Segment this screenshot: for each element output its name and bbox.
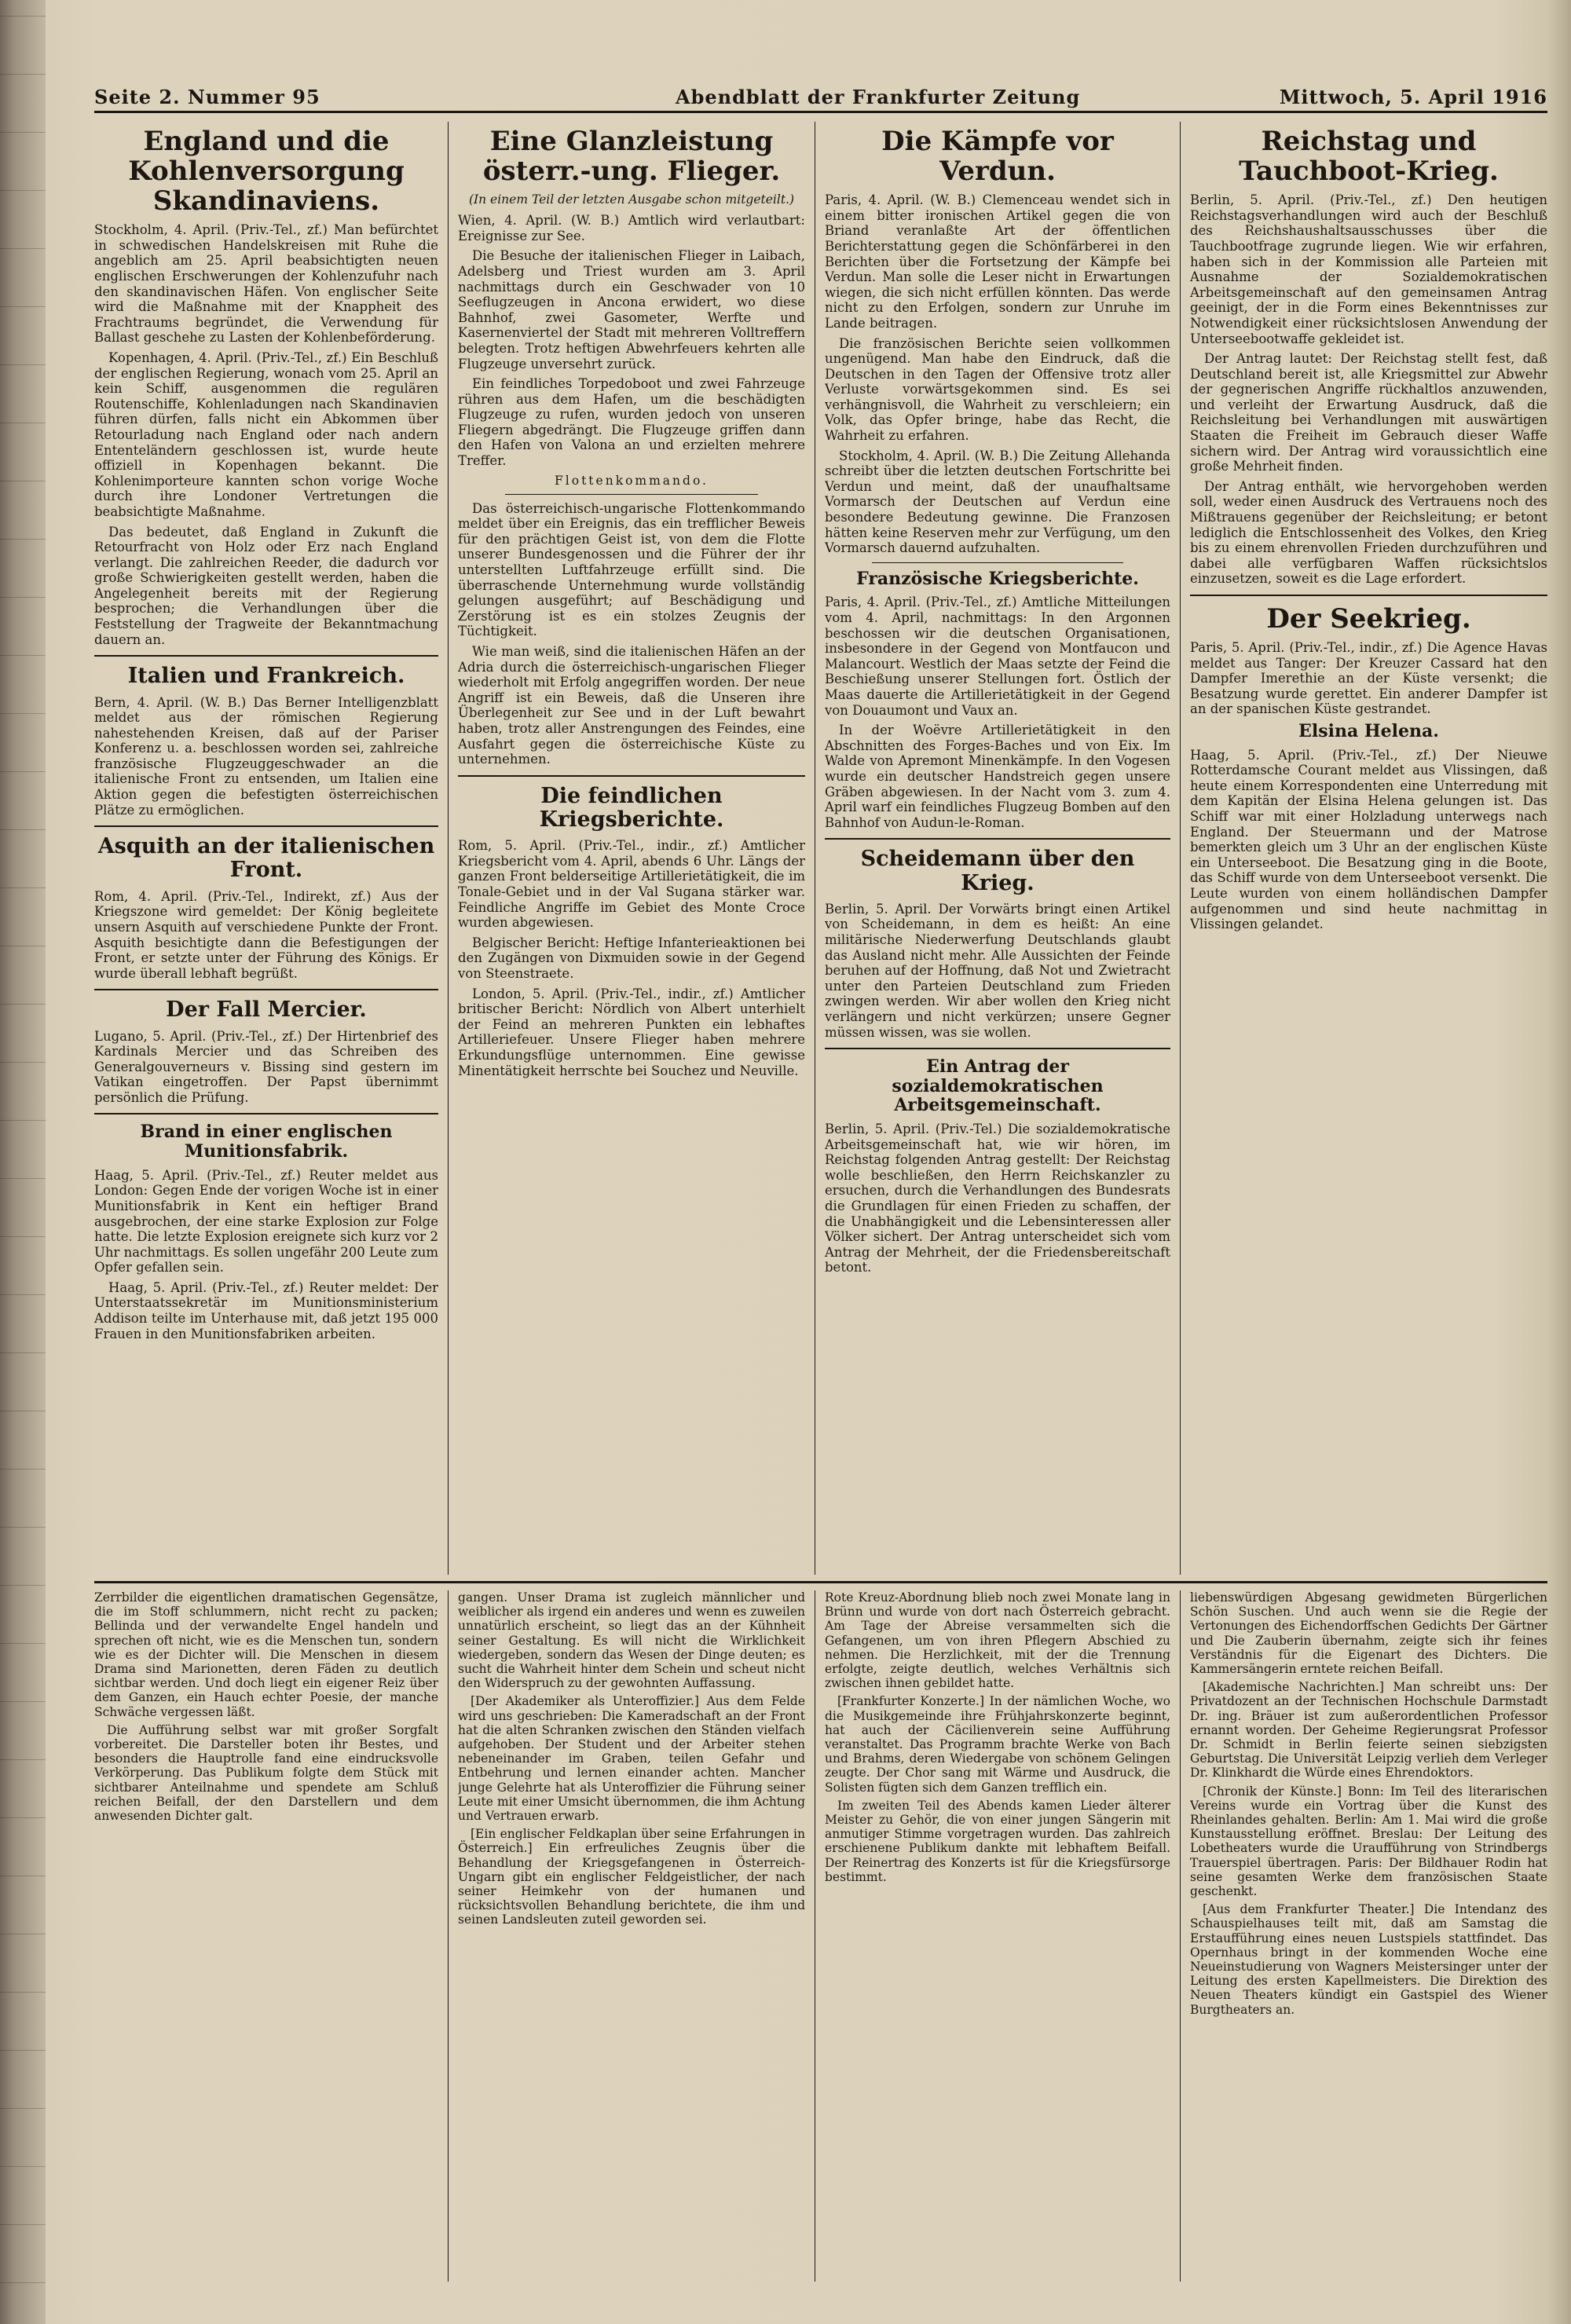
article-paragraph: Rom, 4. April. (Priv.-Tel., Indirekt, zf.) Aus der Kriegszone wird gemeldet: Der König begleitete unsern Asquith auf verschiedene Punkte der Front. Asquith besichtigte dann die Befestigungen der Front, er setzte unter der Führung des Königs. Er wurde überall lebhaft begrüßt. [94,888,438,981]
feuilleton-column-4 [1190,1590,1547,2282]
article-paragraph: Belgischer Bericht: Heftige Infanterieaktionen bei den Zugängen von Dixmuiden sowie in der Gegend von Steenstraete. [458,935,805,981]
article-paragraph: Rom, 5. April. (Priv.-Tel., indir., zf.) Amtlicher Kriegsbericht vom 4. April, abends 6 Uhr. Längs der ganzen Front belderseitige Artillerietätigkeit, die im Tonale-Gebiet und in der Val Sugana stärker war. Feindliche Angriffe im Gebiet des Monte Croce wurden abgewiesen. [458,838,805,931]
feuilleton-paragraph: liebenswürdigen Abgesang gewidmeten Bürgerlichen Schön Suschen. Und auch wenn sie die Regie der Vertonungen des Eichendorffschen Gedichts Der Gärtner und Die Zauberin übernahm, zeigte sich ihr feines Verständnis für die Eigenart des Dichters. Die Kammersängerin erntete reichen Beifall. [1190,1590,1547,1677]
binding-scanline [0,655,46,656]
column-rule [1180,1590,1181,2282]
headline-seekrieg: Der Seekrieg. [1266,603,1471,635]
section-divider [825,838,1170,840]
headline-reichstag-tauchboot: Reichstag und Tauchboot-Krieg. [1239,126,1499,188]
binding-scanline [0,2050,46,2051]
binding-scanline [0,713,46,714]
binding-scanline [0,364,46,365]
headline-feindliche-kriegsberichte: Die feindlichen Kriegsberichte. [539,783,724,832]
section-divider [825,1048,1170,1049]
binding-scanline [0,539,46,540]
binding-scanline [0,829,46,830]
column-rule [448,1590,449,2282]
binding-scanline [0,2224,46,2225]
binding-scanline [0,1992,46,1993]
headline-scheidemann: Scheidemann über den Krieg. [860,847,1135,895]
section-divider [94,655,438,657]
binding-scanline [0,771,46,772]
section-divider [94,825,438,827]
masthead-date: Mittwoch, 5. April 1916 [1279,86,1547,108]
binding-scanline [0,1759,46,1760]
feuilleton-paragraph: Rote Kreuz-Abordnung blieb noch zwei Monate lang in Brünn und wurde von dort nach Österreich gebracht. Am Tage der Abreise versammelten sich die Gefangenen, um von ihren Pflegern Abschied zu nehmen. Die Herzlichkeit, mit der die Trennung erfolgte, zeigte deutlich, welches Verhältnis sich zwischen ihnen gebildet hatte. [825,1590,1170,1691]
article-paragraph: Das bedeutet, daß England in Zukunft die Retourfracht von Holz oder Erz nach England verlangt. Die zahlreichen Reeder, die dadurch vor große Schwierigkeiten gestellt werden, haben die Angelegenheit bereits mit der Regierung besprochen; die Verhandlungen über die Feststellung der Tragweite der Bekanntmachung dauern an. [94,524,438,647]
column-rule [1180,122,1181,1575]
article-paragraph: In der Woëvre Artillerietätigkeit in den Abschnitten des Forges-Baches und von Eix. Im Walde von Apremont Minenkämpfe. In den Vogesen wurde ein deutscher Handstreich gegen unsere Gräben abgewiesen. In der Nacht vom 3. zum 4. April warf ein feindliches Flugzeug Bomben auf den Bahnhof von Audun-le-Roman. [825,723,1170,830]
article-paragraph: Die französischen Berichte seien vollkommen ungenügend. Man habe den Eindruck, daß die Deutschen in den Tagen der Offensive trotz aller Verluste vorwärtsgekommen sind. Es sei verhängnisvoll, die Wahrheit zu verschleiern; ein Volk, das Opfer bringe, habe das Recht, die Wahrheit zu erfahren. [825,335,1170,444]
masthead-rule [94,111,1547,113]
section-divider [1190,595,1547,596]
headline-asquith: Asquith an der italienischen Front. [97,834,435,883]
masthead [94,82,1547,114]
article-paragraph: Die Besuche der italienischen Flieger in Laibach, Adelsberg und Triest wurden am 3. April nachmittags durch ein Geschwader von 10 Seeflugzeugen in Ancona erwidert, wo diese Bahnhof, zwei Gasometer, Werfte und Kasernenviertel der Stadt mit mehreren Volltreffern belegten. Trotz heftigen Abwehrfeuers kehrten alle Flugzeuge unversehrt zurück. [458,248,805,371]
binding-scanline [0,1004,46,1005]
article-paragraph: Kopenhagen, 4. April. (Priv.-Tel., zf.) Ein Beschluß der englischen Regierung, wonach vom 25. April an kein Schiff, ausgenommen die regulären Routenschiffe, Kohlenladungen nach Skandinavien führen dürfen, falls nicht ein Abkommen über Retourladung nach England oder nach andern Ententeländern geschlossen ist, wurde heute offiziell in Kopenhagen bekannt. Die Kohlenimporteure kannten schon vorige Woche durch ihre Londoner Vertretungen die beabsichtigte Maßnahme. [94,350,438,519]
binding-scanline [0,2166,46,2167]
binding-scanline [0,1294,46,1295]
article-paragraph: Paris, 4. April. (Priv.-Tel., zf.) Amtliche Mitteilungen vom 4. April, nachmittags: In den Argonnen beschossen wir die deutschen Organisationen, insbesondere in der Gegend von Montfaucon und Malancourt. Westlich der Maas setzte der Feind die Beschießung unserer Stellungen fort. Östlich der Maas dauerte die Artillerietätigkeit in der Gegend von Douaumont und Vaux an. [825,595,1170,718]
article-paragraph: Stockholm, 4. April. (Priv.-Tel., zf.) Man befürchtet in schwedischen Handelskreisen mit Ruhe die angeblich am 25. April beabsichtigten neuen englischen Erschwerungen der Kohlenzufuhr nach den skandinavischen Häfen. Von englischer Seite wird die Maßnahme mit der Knappheit des Frachtraums begründet, die Verwendung für Ballast geschehe zu Lasten der Kohlenbeförderung. [94,222,438,346]
article-paragraph: Lugano, 5. April. (Priv.-Tel., zf.) Der Hirtenbrief des Kardinals Mercier und das Schreiben des Generalgouverneurs v. Bissing sind gestern im Vatikan eingetroffen. Der Papst übernimmt persönlich die Prüfung. [94,1028,438,1105]
article-paragraph: Das österreichisch-ungarische Flottenkommando meldet über ein Ereignis, das ein trefflicher Beweis für den prächtigen Geist ist, von dem die Flotte unserer Bundesgenossen und die Führer der ihr unterstellten Luftfahrzeuge erfüllt sind. Die überraschende Unternehmung wurde vollständig gelungen ausgeführt; auf Beschädigung und Zerstörung ist es ein stolzes Zeugnis der Tüchtigkeit. [458,500,805,639]
section-divider [458,775,805,777]
binding-scanline [0,1178,46,1179]
article-paragraph: Bern, 4. April. (W. B.) Das Berner Intelligenzblatt meldet aus der römischen Regierung nahestehenden Kreisen, daß auf der Pariser Konferenz u. a. beschlossen worden sei, zahlreiche französische Flugzeuggeschwader an die italienische Front zu entsenden, um Italien eine Aktion gegen die befestigten österreichischen Plätze zu ermöglichen. [94,694,438,818]
article-paragraph: Haag, 5. April. (Priv.-Tel., zf.) Reuter meldet aus London: Gegen Ende der vorigen Woche ist in einer Munitionsfabrik in Kent ein heftiger Brand ausgebrochen, der eine starke Explosion zur Folge hatte. Die letzte Explosion ereignete sich kurz vor 2 Uhr nachmittags. Es sollen ungefähr 200 Leute zum Opfer gefallen sein. [94,1167,438,1275]
feuilleton-rule [94,1581,1547,1583]
masthead-title: Abendblatt der Frankfurter Zeitung [676,86,1081,108]
article-signature: Flottenkommando. [555,473,709,488]
binding-scanline [0,132,46,133]
article-paragraph: Der Antrag lautet: Der Reichstag stellt fest, daß Deutschland bereit ist, alle Kriegsmittel zur Abwehr der gegnerischen Angriffe rückhaltlos anzuwenden, und verleiht der Erwartung Ausdruck, daß die Reichsleitung bei Verhandlungen mit auswärtigen Staaten die Freiheit im Gebrauch dieser Waffe sichern wird. Der Antrag wird voraussichtlich eine große Mehrheit finden. [1190,351,1547,474]
headline-kaempfe-verdun: Die Kämpfe vor Verdun. [881,126,1114,188]
article-paragraph: London, 5. April. (Priv.-Tel., indir., zf.) Amtlicher britischer Bericht: Nördlich von Albert unterhielt der Feind an mehreren Punkten ein lebhaftes Artilleriefeuer. Unsere Flieger haben mehrere Erkundungsflüge unternommen. Eine gewisse Minentätigkeit herrschte bei Souchez und Neuville. [458,986,805,1078]
column-4 [1190,122,1547,1575]
section-divider [505,494,758,495]
masthead-page-number: Seite 2. Nummer 95 [94,86,320,108]
article-paragraph: Paris, 5. April. (Priv.-Tel., indir., zf.) Die Agence Havas meldet aus Tanger: Der Kreuzer Cassard hat den Dampfer Imerethie an der Küste versenkt; die Besatzung wurde gerettet. Ein anderer Dampfer ist an der spanischen Küste gestrandet. [1190,640,1547,717]
feuilleton-column-1 [94,1590,438,2282]
article-paragraph: Ein feindliches Torpedoboot und zwei Fahrzeuge rühren aus dem Hafen, um die beschädigten Flugzeuge zu rufen, wurden jedoch von unseren Fliegern abgedrängt. Die Flugzeuge griffen dann den Hafen von Valona an und erzielten mehrere Treffer. [458,376,805,469]
headline-antrag-arbeitsgemeinschaft: Ein Antrag der sozialdemokratischen Arbeitsgemeinschaft. [892,1056,1104,1116]
binding-scanline [0,1236,46,1237]
feuilleton-paragraph: [Akademische Nachrichten.] Man schreibt uns: Der Privatdozent an der Technischen Hochschule Darmstadt Dr. ing. Bräuer ist zum außerordentlichen Professor ernannt worden. Der Geheime Regierungsrat Professor Dr. Schmidt in Berlin feierte seinen siebzigsten Geburtstag. Die Universität Leipzig verlieh dem Verleger Dr. Klinkhardt die Würde eines Ehrendoktors. [1190,1680,1547,1781]
feuilleton-column-2 [458,1590,805,2282]
binding-scanline [0,2108,46,2109]
article-paragraph: Berlin, 5. April. (Priv.-Tel.) Die sozialdemokratische Arbeitsgemeinschaft hat, wie wir hören, im Reichstag folgenden Antrag gestellt: Der Reichstag wolle beschließen, den Herrn Reichskanzler zu ersuchen, durch die Verhandlungen des Bundesrats die Grundlagen für einen Frieden zu schaffen, der die Unabhängigkeit und die Lebensinteressen aller Völker sichert. Der Antrag unterscheidet sich vom Antrag der Mehrheit, der die Friedensbereitschaft betont. [825,1122,1170,1275]
headline-franzoesische-kriegsberichte: Französische Kriegsberichte. [856,568,1139,589]
feuilleton-paragraph: Im zweiten Teil des Abends kamen Lieder älterer Meister zu Gehör, die von einer jungen Sängerin mit anmutiger Stimme vorgetragen wurden. Das zahlreich erschienene Publikum dankte mit lebhaftem Beifall. Der Reinertrag des Konzerts ist für die Kriegsfürsorge bestimmt. [825,1798,1170,1884]
binding-scanline [0,190,46,191]
article-paragraph: Haag, 5. April. (Priv.-Tel., zf.) Reuter meldet: Der Unterstaatssekretär im Munitionsministerium Addison teilte im Unterhause mit, daß jetzt 195 000 Frauen in den Munitionsfabriken arbeiten. [94,1279,438,1341]
newspaper-sheet [94,82,1547,2289]
headline-brand-munitionsfabrik: Brand in einer englischen Munitionsfabrik. [140,1122,393,1162]
article-paragraph: Berlin, 5. April. (Priv.-Tel., zf.) Den heutigen Reichstagsverhandlungen wird auch der Beschluß des Reichshaushaltsausschusses über die Tauchbootfrage zugrunde liegen. Wie wir erfahren, haben sich in der Kommission alle Parteien mit Ausnahme der Sozialdemokratischen Arbeitsgemeinschaft auf den gemeinsamen Antrag geeinigt, der in die Form eines Bekenntnisses zur Notwendigkeit einer rücksichtslosen Anwendung der Unterseebootwaffe gekleidet ist. [1190,192,1547,346]
headline-fall-mercier: Der Fall Mercier. [166,997,367,1023]
feuilleton-paragraph: [Chronik der Künste.] Bonn: Im Teil des literarischen Vereins wurde ein Vortrag über die Kunst des Rheinlandes gehalten. Berlin: Am 1. Mai wird die große Kunstausstellung eröffnet. Breslau: Der Leitung des Lobetheaters wurde die Uraufführung von Strindbergs Trauerspiel übertragen. Paris: Der Bildhauer Rodin hat seine gesamten Werke dem französischen Staate geschenkt. [1190,1784,1547,1899]
feuilleton-paragraph: [Ein englischer Feldkaplan über seine Erfahrungen in Österreich.] Ein erfreuliches Zeugnis über die Behandlung der Kriegsgefangenen in Österreich-Ungarn gibt ein englischer Feldgeistlicher, der nach seiner Heimkehr von der humanen und rücksichtsvollen Behandlung berichtete, die ihm und seinen Landsleuten zuteil geworden sei. [458,1827,805,1927]
article-paragraph: Der Antrag enthält, wie hervorgehoben werden soll, weder einen Ausdruck des Vertrauens noch des Mißtrauens gegenüber der Reichsleitung; er betont lediglich die Entschlossenheit des Volkes, den Krieg bis zu einem ehrenvollen Frieden durchzuführen und dabei alle verfügbaren Waffen rücksichtslos einzusetzen, soweit es die Lage erfordert. [1190,478,1547,587]
feuilleton-paragraph: Die Aufführung selbst war mit großer Sorgfalt vorbereitet. Die Darsteller boten ihr Bestes, und besonders die Hauptrolle fand eine eindrucksvolle Verkörperung. Das Publikum folgte dem Stück mit sichtbarer Anteilnahme und spendete am Schluß reichen Beifall, der den Darstellern und dem anwesenden Dichter galt. [94,1722,438,1824]
binding-scanline [0,1701,46,1702]
headline-glanzleistung-flieger: Eine Glanzleistung österr.-ung. Flieger. [482,126,781,188]
binding-scanline [0,597,46,598]
headline-elsina-helena: Elsina Helena. [1298,721,1439,742]
binding-scanline [0,1527,46,1528]
article-paragraph: Wien, 4. April. (W. B.) Amtlich wird verlautbart: Ereignisse zur See. [458,213,805,243]
binding-scanline [0,1817,46,1818]
column-rule [448,122,449,1575]
binding-scanline [0,1585,46,1586]
headline-italien-frankreich: Italien und Frankreich. [127,664,405,689]
section-divider [94,989,438,990]
column-1 [94,122,438,1575]
binding-scanline [0,1643,46,1644]
column-2 [458,122,805,1575]
headline-note: (In einem Teil der letzten Ausgabe schon mitgeteilt.) [468,192,795,207]
article-paragraph: Paris, 4. April. (W. B.) Clemenceau wendet sich in einem bitter ironischen Artikel gegen die von Briand veranlaßte Art der öffentlichen Berichterstattung gegen die Schönfärberei in den Berichten über die Fortsetzung der Kämpfe bei Verdun. Man solle die Leser nicht in Erwartungen wiegen, die sich nicht erfüllen könnten. Das werde nicht zu den Erfolgen, sondern zur Unruhe im Lande beitragen. [825,192,1170,331]
feuilleton-paragraph: [Aus dem Frankfurter Theater.] Die Intendanz des Schauspielhauses teilt mit, daß am Samstag die Erstaufführung eines neuen Lustspiels stattfindet. Das Opernhaus bringt in der kommenden Woche eine Neueinstudierung von Wagners Meistersinger unter der Leitung des ersten Kapellmeisters. Die Direktion des Neuen Theaters kündigt ein Gastspiel des Wiener Burgtheaters an. [1190,1902,1547,2017]
feuilleton-paragraph: gangen. Unser Drama ist zugleich männlicher und weiblicher als irgend ein anderes und wenn es zuweilen unnatürlich erscheint, so liegt das an der Kühnheit seiner Gestaltung. Es will nicht die Wirklichkeit wiedergeben, sondern das Wesen der Dinge deuten; es sucht die Wahrheit hinter dem Schein und scheut nicht den Widerspruch zu der gewohnten Auffassung. [458,1590,805,1691]
feuilleton-paragraph: [Der Akademiker als Unteroffizier.] Aus dem Felde wird uns geschrieben: Die Kameradschaft an der Front hat die alten Schranken zwischen den Ständen vielfach aufgehoben. Der Student und der Arbeiter stehen nebeneinander im Graben, teilen Gefahr und Entbehrung und lernen einander achten. Mancher junge Gelehrte hat als Unteroffizier die Führung seiner Leute mit einer Umsicht übernommen, die ihm Achtung und Vertrauen erwarb. [458,1694,805,1824]
feuilleton-column-3 [825,1590,1170,2282]
binding-edge [0,0,46,2324]
feuilleton-paragraph: [Frankfurter Konzerte.] In der nämlichen Woche, wo die Musikgemeinde ihre Frühjahrskonzerte beginnt, hat auch der Cäcilienverein seine Aufführung veranstaltet. Das Programm brachte Werke von Bach und Brahms, deren Wiedergabe von schönem Gelingen zeugte. Der Chor sang mit Wärme und Ausdruck, die Solisten fügten sich dem Ganzen trefflich ein. [825,1694,1170,1795]
article-paragraph: Haag, 5. April. (Priv.-Tel., zf.) Der Nieuwe Rotterdamsche Courant meldet aus Vlissingen, daß heute einem Korrespondenten eine Unterredung mit dem Kapitän der Elsina Helena gelungen ist. Das Schiff war mit einer Holzladung unterwegs nach England. Der Steuermann und der Matrose bemerkten gleich um 3 Uhr an der englischen Küste ein Unterseeboot. Die Besatzung ging in die Boote, das Schiff wurde von dem Unterseeboot versenkt. Die Leute wurden von einem holländischen Dampfer aufgenommen und sind heute nachmittag in Vlissingen gelandet. [1190,747,1547,932]
binding-scanline [0,1062,46,1063]
section-divider [94,1113,438,1114]
article-paragraph: Wie man weiß, sind die italienischen Häfen an der Adria durch die österreichisch-ungarischen Flieger wiederholt mit Erfolg angegriffen worden. Der neue Angriff ist ein Beweis, daß die Unseren ihre Überlegenheit zur See und in der Luft bewahrt haben, trotz aller Anstrengungen des Feindes, eine Ausfahrt gegen die österreichische Küste zu unternehmen. [458,644,805,767]
article-paragraph: Berlin, 5. April. Der Vorwärts bringt einen Artikel von Scheidemann, in dem es heißt: An eine militärische Niederwerfung Deutschlands glaubt das Ausland nicht mehr. Alle Aussichten der Feinde beruhen auf der Hoffnung, daß Not und Zwietracht unter den Parteien Deutschland zum Frieden zwingen werden. Wir aber wollen den Krieg nicht verlängern und nicht verkürzen; unsere Gegner müssen wissen, was sie wollen. [825,901,1170,1040]
feuilleton-paragraph: Zerrbilder die eigentlichen dramatischen Gegensätze, die im Stoff schlummern, nicht recht zu packen; Bellinda und der verwandelte Engel handeln und sprechen oft nicht, wie es die Menschen tun, sondern wie es der Dichter will. Die Menschen in diesem Drama sind Marionetten, deren Fäden zu deutlich sichtbar werden. Und doch liegt ein eigener Reiz über dem Ganzen, ein Hauch echter Poesie, der manche Schwäche vergessen läßt. [94,1590,438,1719]
binding-scanline [0,1352,46,1353]
binding-scanline [0,248,46,249]
column-3 [825,122,1170,1575]
article-paragraph: Stockholm, 4. April. (W. B.) Die Zeitung Allehanda schreibt über die letzten deutschen Fortschritte bei Verdun und meint, daß der unaufhaltsame Vormarsch der Deutschen auf Verdun eine besondere Bedeutung gewinne. Die Franzosen hätten keine Reserven mehr zur Verfügung, um den Vormarsch dauernd aufzuhalten. [825,448,1170,556]
headline-kohlenversorgung: England und die Kohlenversorgung Skandinaviens. [128,126,405,218]
binding-scanline [0,2282,46,2283]
binding-scanline [0,74,46,75]
binding-scanline [0,306,46,307]
binding-scanline [0,1120,46,1121]
section-divider [872,562,1123,563]
